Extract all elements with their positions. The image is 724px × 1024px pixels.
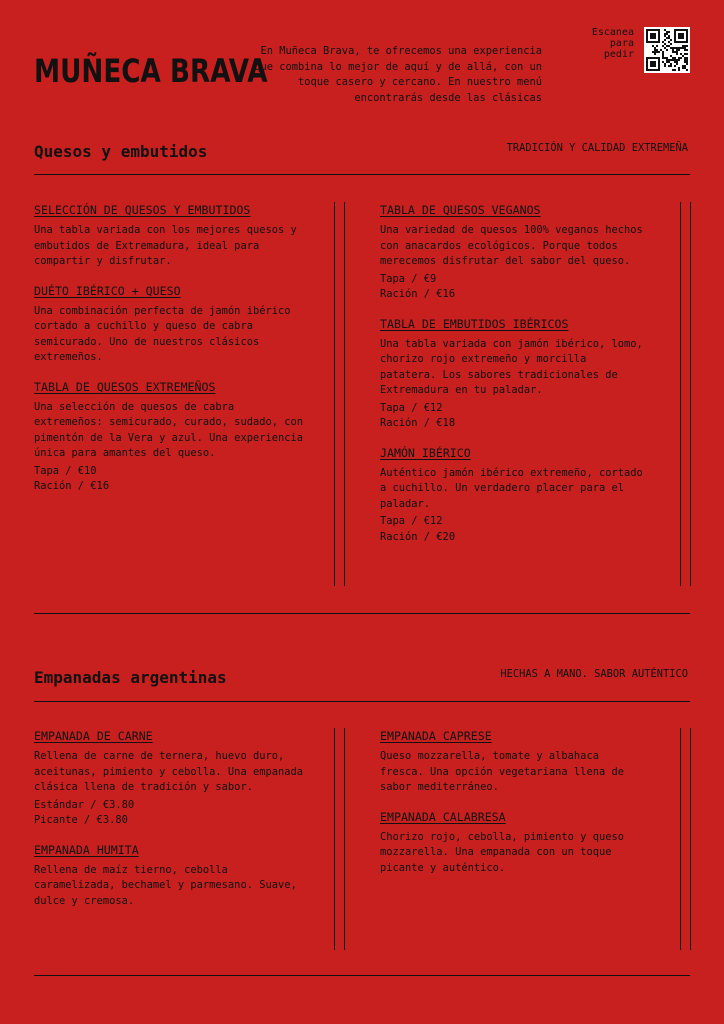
- column-divider: [690, 728, 691, 950]
- column-divider: [680, 728, 681, 950]
- menu-item-description: Una tabla variada con jamón ibérico, lomo, chorizo rojo extremeño y morcilla patatera. Los sabores tradicionales de Extremadura en tu paladar.: [380, 337, 643, 396]
- section-title-empanadas: Empanadas argentinas: [34, 668, 227, 687]
- menu-item: [34, 380, 304, 495]
- menu-item-name: EMPANADA CAPRESE: [380, 729, 492, 743]
- menu-item: [380, 729, 648, 796]
- column-divider: [344, 728, 345, 950]
- menu-item-description: Auténtico jamón ibérico extremeño, cortado a cuchillo. Un verdadero placer para el paladar.: [380, 466, 643, 510]
- menu-item-price: Ración / €20: [380, 530, 456, 543]
- menu-item-name: EMPANADA DE CARNE: [34, 729, 153, 743]
- menu-item-price: Estándar / €3.80: [34, 798, 135, 811]
- column-divider: [334, 728, 335, 950]
- menu-item-name: TABLA DE EMBUTIDOS IBÉRICOS: [380, 316, 569, 331]
- column-divider: [334, 202, 335, 586]
- column-divider: [344, 202, 345, 586]
- menu-column-left: [34, 729, 306, 923]
- menu-item-description: Rellena de maíz tierno, cebolla caramelizada, bechamel y parmesano. Suave, dulce y cremosa.: [34, 863, 297, 907]
- menu-column-right: [380, 203, 648, 559]
- menu-item-name: JAMÓN IBÉRICO: [380, 445, 471, 460]
- intro-text: En Muñeca Brava, te ofrecemos una experiencia que combina lo mejor de aquí y de allá, con un toque casero y cercano. En nuestro menú encontrarás desde las clásicas: [254, 45, 542, 104]
- logo: MUÑECA BRAVA: [34, 52, 268, 90]
- column-divider: [690, 202, 691, 586]
- menu-item: [34, 203, 304, 270]
- menu-item-price: Tapa / €12: [380, 401, 443, 414]
- menu-item-name: DUÉTO IBÉRICO + QUESO: [34, 283, 181, 298]
- section-divider: [34, 174, 690, 175]
- menu-item-description: Una combinación perfecta de jamón ibérico cortado a cuchillo y queso de cabra semicurado. Uno de nuestros clásicos extremeños.: [34, 304, 291, 363]
- menu-item-name: SELECCIÓN DE QUESOS Y EMBUTIDOS: [34, 203, 251, 217]
- menu-item-name: EMPANADA HUMITA: [34, 842, 139, 857]
- menu-item-name: TABLA DE QUESOS VEGANOS: [380, 203, 541, 217]
- menu-item: [34, 843, 306, 910]
- menu-item-price: Ración / €18: [380, 417, 456, 429]
- menu-item-description: Una selección de quesos de cabra extremeños: semicurado, curado, sudado, con pimentón de la Vera y azul. Una experiencia única para amantes del queso.: [34, 400, 303, 459]
- menu-item-description: Chorizo rojo, cebolla, pimiento y queso mozzarella. Una empanada con un toque picante y auténtico.: [380, 830, 624, 874]
- menu-item: [34, 729, 306, 829]
- menu-item-description: Queso mozzarella, tomate y albahaca fresca. Una opción vegetariana llena de sabor mediterráneo.: [380, 750, 624, 793]
- menu-item: [380, 446, 648, 546]
- menu-item-name: EMPANADA CALABRESA: [380, 809, 506, 824]
- section-divider: [34, 701, 690, 702]
- section-divider: [34, 613, 690, 614]
- menu-item-description: Una variedad de quesos 100% veganos hechos con anacardos ecológicos. Porque todos merecemos disfrutar del sabor del queso.: [380, 224, 643, 267]
- section-tagline-empanadas: HECHAS A MANO. SABOR AUTÉNTICO: [500, 668, 688, 680]
- menu-item: [380, 810, 648, 877]
- menu-column-right: [380, 729, 648, 890]
- scan-to-order-text: Escanea para pedir: [591, 27, 634, 60]
- menu-item-price: Picante / €3.80: [34, 814, 128, 826]
- menu-item: [380, 317, 648, 432]
- menu-item-price: Tapa / €12: [380, 515, 443, 527]
- column-divider: [680, 202, 681, 586]
- menu-item-price: Ración / €16: [380, 288, 456, 300]
- menu-item-price: Tapa / €10: [34, 464, 97, 477]
- qr-code-icon[interactable]: [644, 27, 690, 73]
- menu-item-name: TABLA DE QUESOS EXTREMEÑOS: [34, 379, 216, 394]
- menu-item-price: Tapa / €9: [380, 272, 437, 285]
- menu-item-description: Una tabla variada con los mejores quesos y embutidos de Extremadura, ideal para compartir y disfrutar.: [34, 224, 297, 267]
- menu-item: [34, 284, 304, 366]
- section-tagline-quesos: TRADICIÓN Y CALIDAD EXTREMEÑA: [506, 142, 688, 154]
- menu-item-description: Rellena de carne de ternera, huevo duro, aceitunas, pimiento y cebolla. Una empanada clásica llena de tradición y sabor.: [34, 750, 303, 793]
- section-title-quesos: Quesos y embutidos: [34, 142, 208, 161]
- menu-item: [380, 203, 648, 303]
- section-divider: [34, 975, 690, 976]
- menu-item-price: Ración / €16: [34, 480, 110, 492]
- menu-column-left: [34, 203, 304, 509]
